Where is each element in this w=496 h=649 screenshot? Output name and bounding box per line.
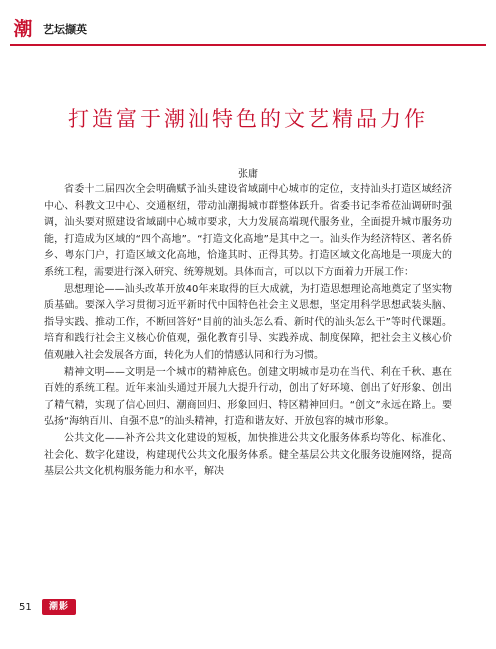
article-paragraph: 公共文化——补齐公共文化建设的短板，加快推进公共文化服务体系均等化、标准化、社会化、数字化建设，构建现代公共文化服务体系。健全基层公共文化服务设施网络，提高基层公共文化机构服务能力和水平，解决 <box>44 432 452 478</box>
column-label: 艺坛撷英 <box>43 23 87 36</box>
article-author: 张庸 <box>238 169 258 180</box>
header-divider <box>10 44 486 46</box>
article-paragraph: 思想理论——汕头改革开放40年来取得的巨大成就，为打造思想理论高地奠定了坚实物质基础。要深入学习贯彻习近平新时代中国特色社会主义思想，坚定用科学思想武装头脑、指导实践、推动工作，不断回答好“目前的汕头怎么看、新时代的汕头怎么干”等时代课题。培育和践行社会主义核心价值观，强化教育引导、实践养成、制度保障，把社会主义核心价值观融入社会发展各方面，转化为人们的情感认同和行为习惯。 <box>44 283 452 361</box>
article-title: 打造富于潮汕特色的文艺精品力作 <box>68 107 428 131</box>
page-number: 51 <box>19 602 32 613</box>
article-paragraph: 精神文明——文明是一个城市的精神底色。创建文明城市是功在当代、利在千秋、惠在百姓的系统工程。近年来汕头通过开展九大提升行动，创出了好环境、创出了好形象、创出了精气精，实现了信心回归、潮商回归、形象回归、特区精神回归。“创文”永远在路上。要弘扬“海纳百川、自强不息”的汕头精神，打造和谐友好、开放包容的城市形象。 <box>44 366 452 428</box>
article-paragraph: 省委十二届四次全会明确赋予汕头建设省域副中心城市的定位，支持汕头打造区域经济中心、科教文卫中心、交通枢纽，带动汕潮揭城市群整体跃升。省委书记李希莅汕调研时强调，汕头要对照建设省域副中心城市要求，大力发展高端现代服务业，全面提升城市服务功能，打造成为区域的“四个高地”。“打造文化高地”是其中之一。汕头作为经济特区、著名侨乡、粤东门户，打造区域文化高地，恰逢其时、正得其势。打造区域文化高地是一项庞大的系统工程，需要进行深入研究、统筹规划。具体而言，可以以下方面着力开展工作： <box>44 184 452 278</box>
magazine-logo-mark: 潮 <box>13 18 33 40</box>
article-body <box>44 182 452 481</box>
magazine-footer-logo: 潮影 <box>42 599 76 615</box>
